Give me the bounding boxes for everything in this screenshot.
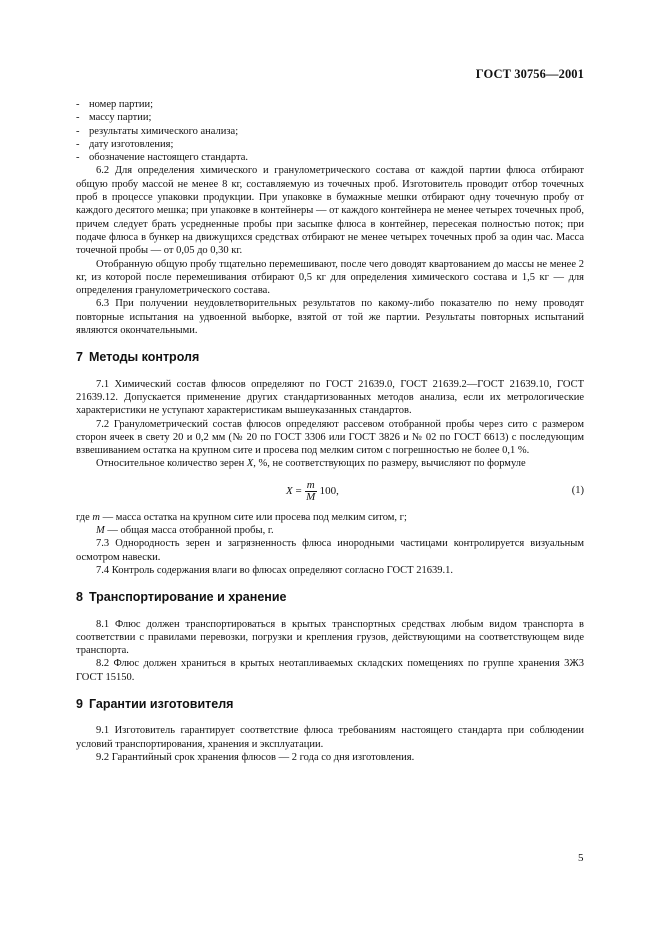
where-M: M — общая масса отобранной пробы, г. — [96, 525, 274, 537]
paragraph-7-4: 7.4 Контроль содержания влаги во флюсах определяют согласно ГОСТ 21639.1. — [96, 564, 453, 576]
list-item: - массу партии; — [76, 112, 152, 124]
paragraph-8-1: 8.1 Флюс должен транспортироваться в крытых транспортных средствах любым видом транспорта в соответствии с правилами перевозки, погрузки и крепления грузов, действующими на соответствующем виде транспорта. — [76, 618, 584, 657]
formula-fraction: $\frac{m}{M}$ — [306, 478, 316, 503]
list-item: - обозначение настоящего стандарта. — [76, 152, 249, 164]
page-number: 5 — [578, 852, 584, 864]
list-item: - результаты химического анализа; — [76, 125, 239, 137]
list-item: - дату изготовления; — [76, 138, 174, 150]
paragraph-6-2-continued: Отобранную общую пробу тщательно перемешивают, после чего доводят квартованием до массы не менее 2 кг, из которой после перемешивания отбирают 0,5 кг для определения химического состава и 1,5 кг — для определения гранулометрического состава. — [76, 258, 584, 297]
section-heading-7: 7 Методы контроля — [76, 350, 200, 365]
paragraph-9-2: 9.2 Гарантийный срок хранения флюсов — 2 года со дня изготовления. — [96, 751, 415, 763]
section-heading-8: 8 Транспортирование и хранение — [76, 590, 287, 605]
paragraph-7-2: 7.2 Гранулометрический состав флюсов определяют рассевом отобранной пробы через сито с размером сторон ячеек в свету 20 и 0,2 мм (№ 20 по ГОСТ 3306 или ГОСТ 3826 и № 02 по ГОСТ 6613) с последующим взвешиванием остатка на крупном сите и просева под мелким ситом с погрешностью не более 0,1 %. — [76, 418, 584, 457]
formula-number: (1) — [571, 484, 584, 496]
list-item: - номер партии; — [76, 99, 153, 110]
where-m: где m — масса остатка на крупном сите или просева под мелким ситом, г; — [76, 511, 407, 523]
marking-list — [76, 98, 584, 164]
document-header: ГОСТ 30756—2001 — [475, 67, 584, 81]
formula-1 — [76, 474, 584, 508]
paragraph-6-2: 6.2 Для определения химического и гранулометрического состава от каждой партии флюса отбирают общую пробу массой не менее 8 кг, составляемую из точечных проб. Изготовитель проводит отбор точечных проб в процессе упаковки продукции. При упаковке в бумажные мешки отбирают одну точечную пробу от каждого десятого мешка; при упаковке в контейнеры — от каждого контейнера не менее четырех точечных проб, причем следует брать усредненные пробы при засыпке флюса в контейнер, пересекая полностью поток; при подаче флюса в бункер на движущихся средствах отбирают не менее четырех точечных проб за один час. Масса точечной пробы — от 0,05 до 0,30 кг. — [76, 165, 584, 257]
formula-expression: X = $\frac{m}{M}$ 100, — [286, 478, 339, 503]
paragraph-6-3: 6.3 При получении неудовлетворительных результатов по какому-либо показателю по нему проводят повторные испытания на удвоенной выборке, взятой от той же партии. Результаты повторных испытаний являются окончательными. — [76, 298, 584, 337]
section-heading-9: 9 Гарантии изготовителя — [76, 696, 234, 711]
paragraph-7-2-continued: Относительное количество зерен X, %, не соответствующих по размеру, вычисляют по формуле — [96, 458, 526, 470]
paragraph-7-3: 7.3 Однородность зерен и загрязненность флюса инородными частицами контролируется визуальным осмотром навески. — [76, 538, 584, 563]
paragraph-8-2: 8.2 Флюс должен храниться в крытых неотапливаемых складских помещениях по группе хранения 3Ж3 ГОСТ 15150. — [76, 658, 584, 683]
document-body — [76, 98, 584, 764]
paragraph-7-1: 7.1 Химический состав флюсов определяют по ГОСТ 21639.0, ГОСТ 21639.2—ГОСТ 21639.10, ГОСТ 21639.12. Допускается применение других стандартизованных методов анализа, если их метрологические характеристики не уступают характеристикам вышеуказанных стандартов. — [76, 378, 584, 417]
paragraph-9-1: 9.1 Изготовитель гарантирует соответствие флюса требованиям настоящего стандарта при соблюдении условий транспортирования, хранения и эксплуатации. — [76, 725, 584, 750]
